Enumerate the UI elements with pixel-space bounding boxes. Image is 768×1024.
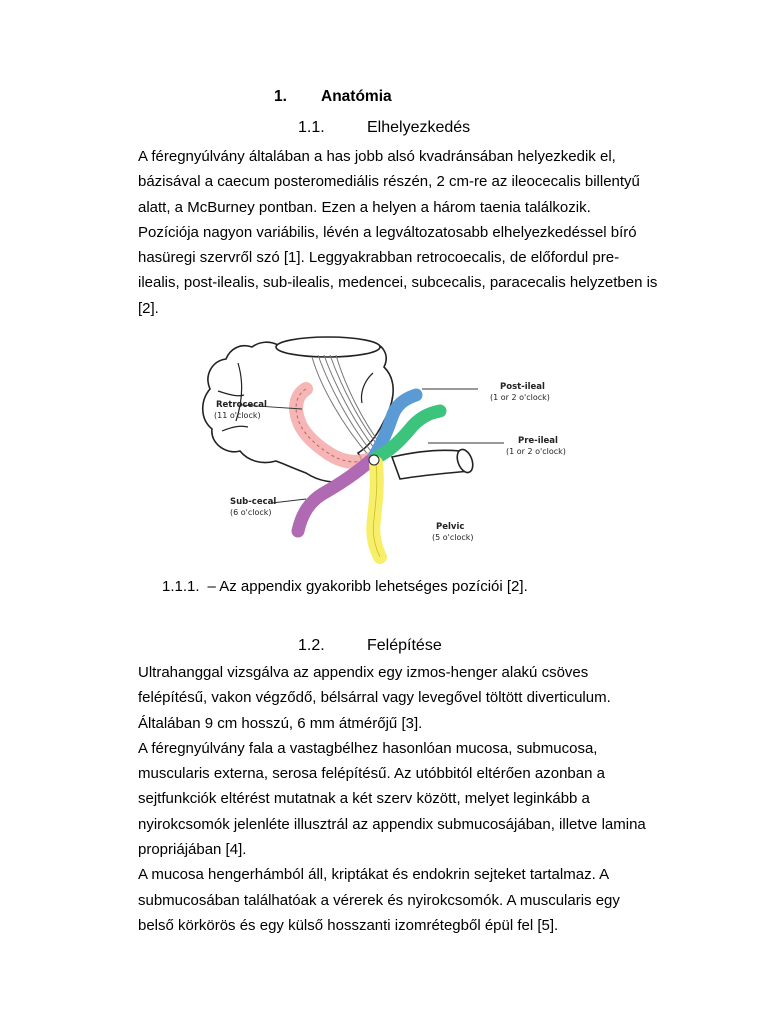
text-line: hasüregi szervről szó [1]. Leggyakrabban retrocoecalis, de előfordul pre- — [138, 249, 620, 267]
cecum-rim — [276, 337, 380, 357]
figure-caption — [162, 578, 528, 595]
appendix-base — [369, 455, 379, 465]
text-line: A mucosa hengerhámból áll, kriptákat és endokrin sejteket tartalmaz. A — [138, 866, 610, 884]
appendix-diagram — [178, 333, 573, 571]
text-line: nyirokcsomók jelenléte illusztrál az appendix submucosájában, illetve lamina — [138, 815, 646, 833]
appendix-positions-figure — [178, 333, 573, 571]
subsection-heading-felepitese — [298, 637, 442, 655]
text-line: sejtfunkciók eltérést mutatnak a két szerv között, melyet leginkább a — [138, 790, 590, 808]
text-line: belső körkörös és egy külső hosszanti izomrétegből épül fel [5]. — [138, 916, 559, 934]
section-heading-anatomia — [274, 88, 392, 106]
text-line: propriájában [4]. — [138, 841, 247, 859]
pelvic-label: Pelvic — [436, 522, 465, 532]
caption-text: – Az appendix gyakoribb lehetséges pozíciói [2]. — [207, 578, 528, 595]
post-ileal-clock-label: (1 or 2 o'clock) — [490, 393, 550, 402]
text-line: submucosában találhatóak a vérerek és nyirokcsomók. A muscularis egy — [138, 891, 620, 909]
text-line: bázisával a caecum posteromediális részén, 2 cm-re az ileocecalis billentyű — [138, 173, 640, 191]
subsection-title: Elhelyezkedés — [367, 119, 471, 136]
post-ileal-label: Post-ileal — [500, 382, 545, 392]
caption-number: 1.1.1. — [162, 578, 200, 595]
sub-cecal-label: Sub-cecal — [230, 497, 277, 507]
subsection-number: 1.2. — [298, 637, 325, 654]
text-line: Általában 9 cm hosszú, 6 mm átmérőjű [3]. — [138, 714, 423, 732]
text-line: alatt, a McBurney pontban. Ezen a helyen a három taenia találkozik. — [138, 198, 591, 216]
pelvic-clock-label: (5 o'clock) — [432, 533, 474, 542]
subsection-title: Felépítése — [367, 637, 442, 654]
text-line: [2]. — [138, 299, 159, 317]
text-line: muscularis externa, serosa felépítésű. Az utóbbitól eltérően azonban a — [138, 765, 605, 783]
pre-ileal-label: Pre-ileal — [518, 436, 558, 446]
retrocecal-clock-label: (11 o'clock) — [214, 411, 261, 420]
text-line: A féregnyúlvány fala a vastagbélhez hasonlóan mucosa, submucosa, — [138, 739, 598, 757]
text-line: Ultrahanggal vizsgálva az appendix egy izmos-henger alakú csöves — [138, 664, 589, 681]
section-title: Anatómia — [321, 88, 392, 105]
paragraph-felepitese — [138, 660, 683, 938]
text-line: felépítésű, vakon végződő, bélsárral vagy levegővel töltött diverticulum. — [138, 689, 611, 707]
pre-ileal-clock-label: (1 or 2 o'clock) — [506, 447, 566, 456]
paragraph-elhelyezkedes — [138, 144, 683, 321]
retrocecal-label: Retrocecal — [216, 400, 267, 410]
sub-cecal-leader — [272, 499, 306, 503]
text-line: ilealis, post-ilealis, sub-ilealis, medencei, subcecalis, paracecalis helyzetben is — [138, 274, 658, 292]
subsection-number: 1.1. — [298, 119, 325, 136]
subsection-heading-elhelyezkedes — [298, 119, 470, 137]
section-number: 1. — [274, 88, 287, 105]
text-line: Pozíciója nagyon variábilis, lévén a legváltozatosabb elhelyezkedéssel bíró — [138, 223, 637, 241]
sub-cecal-clock-label: (6 o'clock) — [230, 508, 272, 517]
text-line: A féregnyúlvány általában a has jobb alsó kvadránsában helyezkedik el, — [138, 148, 616, 165]
